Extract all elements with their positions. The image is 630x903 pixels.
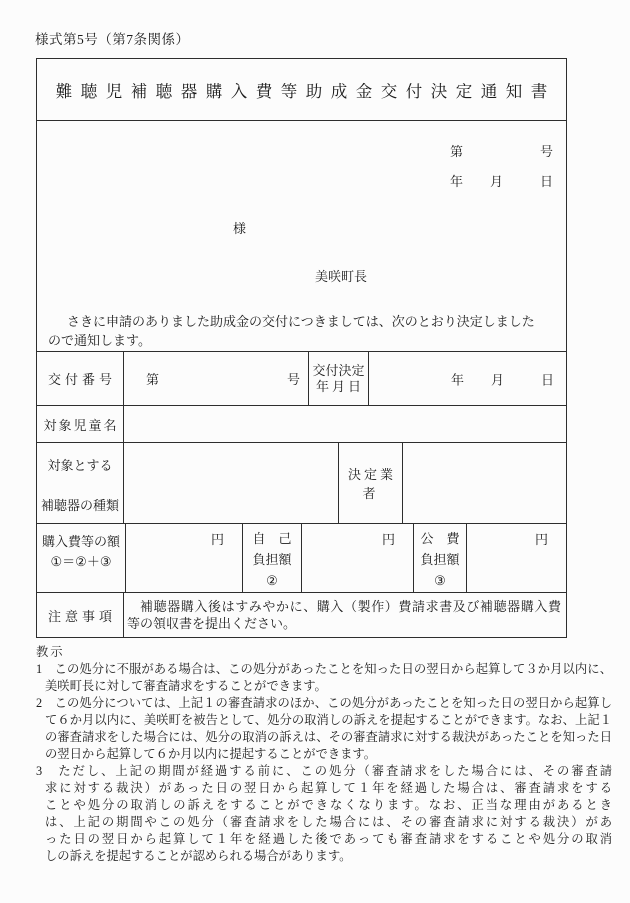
body-line-1: さきに申請のありました助成金の交付につきましては、次のとおり決定しました: [67, 314, 535, 329]
device-type-label-line1: 対象とする: [47, 458, 113, 473]
public-pay-label-line2: 負担額: [420, 552, 460, 567]
grant-number-value-cell: [123, 352, 308, 405]
self-pay-label-line1: 自 己: [252, 531, 292, 546]
amount-label-line2: ①＝②＋③: [50, 554, 112, 569]
doc-number-line: [37, 141, 566, 157]
issue-date-month: 月: [490, 174, 504, 189]
total-amount-yen-unit: 円: [210, 532, 224, 547]
decision-date-month: 月: [491, 372, 505, 387]
doc-number-suffix: 号: [540, 144, 554, 159]
issue-date-year: 年: [450, 174, 464, 189]
grant-number-row: [37, 351, 566, 405]
self-pay-amount-cell: [301, 524, 413, 592]
decision-date-value-cell: [368, 352, 566, 405]
title-row: [37, 59, 566, 120]
kyoji-line: 3 ただし、上記の期間が経過する前に、この処分（審査請求をした場合には、その審査請: [36, 764, 612, 778]
notice-box: [36, 58, 567, 638]
vendor-value-cell: [402, 443, 566, 523]
body-paragraph: [48, 312, 557, 350]
letter-section: [37, 120, 566, 351]
kyoji-line: ことや処分の取消しの訴えをすることができなくなります。なお、正当な理由があるとき: [45, 798, 612, 812]
public-pay-yen-unit: 円: [534, 532, 548, 547]
grant-number-label: 交付番号: [47, 372, 116, 387]
kyoji-section: [36, 644, 612, 865]
grant-number-suffix: 号: [286, 372, 300, 387]
kyoji-line: の審査請求をした場合には、処分の取消の訴えは、その審査請求に対する裁決があったことを知った日: [45, 730, 612, 744]
purchase-amount-row: [37, 523, 566, 592]
self-pay-label-line2: 負担額: [252, 552, 292, 567]
notes-label: 注意事項: [47, 608, 116, 624]
child-name-row: [37, 405, 566, 442]
kyoji-heading: 教示: [36, 645, 65, 659]
notes-text-cell: [123, 593, 566, 637]
body-line-2: ので通知します。: [48, 333, 151, 348]
amount-label-cell: [37, 524, 125, 592]
decision-date-label-line1: 交付決定: [312, 362, 365, 378]
self-pay-label-line3: ②: [266, 573, 278, 588]
sender-name: 美咲町長: [315, 269, 368, 284]
self-pay-yen-unit: 円: [381, 532, 395, 547]
kyoji-line: った日の翌日から起算して１年を経過した後であっても審査請求をすることや処分の取消: [45, 832, 612, 846]
doc-number-prefix: 第: [450, 144, 464, 159]
amount-label-line1: 購入費等の額: [41, 534, 120, 549]
decision-date-day: 日: [541, 372, 555, 387]
notice-title: 難聴児補聴器購入費等助成金交付決定通知書: [55, 81, 556, 101]
child-name-label: 対象児童名: [43, 417, 119, 433]
decision-date-label-cell: [308, 352, 368, 405]
kyoji-line: 2 この処分については、上記１の審査請求のほか、この処分があったことを知った日の翌日から起算し: [36, 696, 612, 710]
device-type-label-line2: 補聴器の種類: [40, 498, 119, 513]
kyoji-items: [36, 661, 612, 865]
device-type-row: [37, 442, 566, 523]
form-number-note: 様式第5号（第7条関係）: [35, 32, 190, 47]
addressee-honorific: 様: [233, 221, 247, 236]
public-pay-amount-cell: [466, 524, 566, 592]
issue-date-line: [37, 171, 566, 187]
kyoji-line: 求に対する裁決）があった日の翌日から起算して１年を経過した場合は、審査請求をする: [45, 781, 612, 795]
decision-date-year: 年: [451, 372, 465, 387]
device-type-label-cell: [37, 443, 123, 523]
kyoji-line: 美咲町長に対して審査請求をすることができます。: [45, 679, 327, 693]
kyoji-line: しの訴えを提起することが認められる場合があります。: [45, 849, 352, 863]
notes-line-1: 補聴器購入後はすみやかに、購入（製作）費請求書及び補聴器購入費: [140, 599, 561, 614]
child-name-value-cell: [123, 406, 566, 442]
kyoji-line: 1 この処分に不服がある場合は、この処分があったことを知った日の翌日から起算して３か月以内に、: [36, 662, 612, 676]
self-pay-label-cell: [242, 524, 301, 592]
public-pay-label-line1: 公 費: [420, 531, 460, 546]
total-amount-cell: [125, 524, 242, 592]
kyoji-line: て６か月以内に、美咲町を被告として、処分の取消しの訴えを提起することができます。なお、上記１: [45, 713, 612, 727]
issue-date-day: 日: [540, 174, 554, 189]
vendor-label: 決定業者: [338, 443, 402, 523]
notes-line-2: 等の領収書を提出ください。: [127, 616, 297, 631]
kyoji-line: の翌日から起算して６か月以内に提起することができます。: [45, 747, 377, 761]
public-pay-label-line3: ③: [434, 573, 446, 588]
grant-number-prefix: 第: [146, 372, 160, 387]
decision-date-label-line2: 年月日: [315, 378, 364, 394]
public-pay-label-cell: [413, 524, 466, 592]
device-type-value-cell: [123, 443, 338, 523]
kyoji-line: は、上記の期間やこの処分（審査請求をした場合には、その審査請求に対する裁決）があ: [45, 815, 612, 829]
notes-row: [37, 592, 566, 637]
